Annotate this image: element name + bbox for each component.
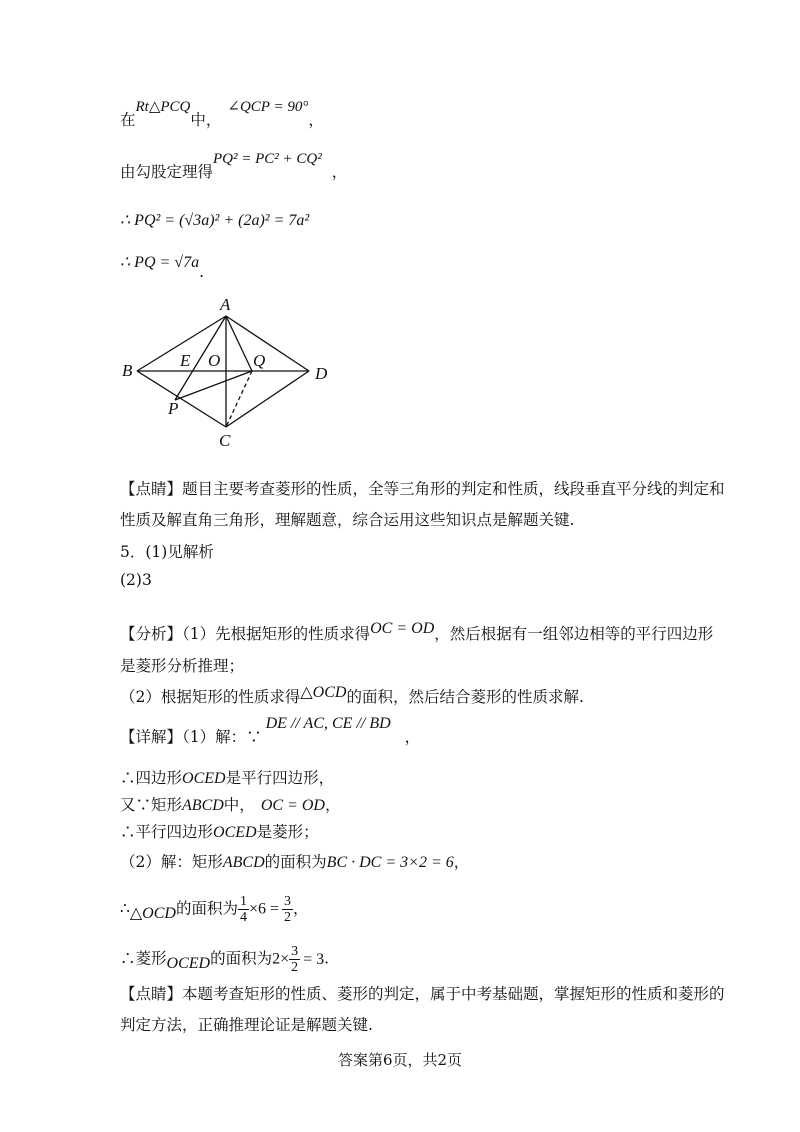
text: .: [324, 949, 330, 968]
text: ，: [404, 728, 421, 746]
math-angle: ∠QCP = 90°: [227, 99, 309, 115]
fenxi-line-3: [120, 684, 584, 708]
text: ∴: [120, 899, 130, 918]
text: 【详解】（1）解：∵: [120, 728, 262, 746]
figure-lines: [137, 316, 309, 427]
text: 的面积为: [175, 899, 238, 918]
text-line-1: [120, 99, 324, 131]
fraction-one-quarter: [238, 894, 249, 925]
math-oced: OCED: [166, 954, 211, 972]
label-q: Q: [253, 351, 266, 370]
text: 中，: [190, 111, 222, 129]
math-triangle-ocd: △OCD: [300, 684, 347, 701]
xiangjie-line-5: [120, 852, 469, 873]
math-rt-triangle: Rt△PCQ: [135, 99, 191, 115]
xiangjie-line-4: [120, 822, 319, 843]
xiangjie-line-6: [120, 894, 309, 925]
math-abcd: ABCD: [182, 797, 224, 814]
math-pq-result: ∴ PQ = √7a: [120, 254, 200, 271]
fenxi-line-1: [120, 620, 714, 645]
label-c: C: [219, 431, 231, 450]
label-a: A: [220, 295, 231, 314]
segment-cb: [137, 371, 226, 427]
math-abcd: ABCD: [222, 854, 265, 871]
math-pythagoras: PQ² = PC² + CQ²: [213, 151, 322, 167]
dianjing-1-line-1: 【点睛】题目主要考查菱形的性质，全等三角形的判定和性质，线段垂直平分线的判定和: [120, 480, 725, 498]
dianjing-1-line-2: 性质及解直角三角形，理解题意，综合运用这些知识点是解题关键.: [120, 511, 575, 529]
page-footer: 答案第6页，共2页: [337, 1051, 463, 1069]
text-line-3: [120, 210, 309, 231]
math-parallel: DE // AC, CE // BD: [265, 715, 391, 732]
label-b: B: [122, 361, 133, 380]
label-p: P: [168, 399, 179, 418]
fraction-three-halves: [289, 944, 300, 975]
text: 是平行四边形，: [225, 769, 335, 787]
denominator: 2: [284, 910, 292, 925]
text: ，: [331, 163, 348, 181]
math-times-six: ×6 =: [248, 900, 280, 918]
q5-part2: (2)3: [120, 571, 152, 589]
label-d: D: [315, 364, 328, 383]
text: 的面积为: [264, 853, 327, 871]
label-e: E: [180, 351, 191, 370]
numerator: 3: [284, 894, 292, 909]
dianjing-2-line-2: 判定方法，正确推理论证是解题关键.: [120, 1016, 373, 1034]
text: 在: [120, 111, 136, 129]
label-o: O: [208, 351, 221, 370]
text: ，: [453, 853, 470, 871]
math-equals-three: = 3: [303, 950, 325, 968]
math-oced: OCED: [213, 824, 257, 841]
segment-pq: [175, 371, 252, 400]
text: ∴菱形: [120, 949, 167, 968]
fenxi-line-2: 是菱形分析推理；: [120, 657, 245, 675]
dianjing-2-line-1: 【点睛】本题考查矩形的性质、菱形的判定，属于中考基础题，掌握矩形的性质和菱形的: [120, 985, 725, 1003]
math-area-rect: BC · DC = 3×2 = 6: [326, 854, 454, 871]
text-line-2: [120, 151, 348, 183]
text: 由勾股定理得: [120, 163, 214, 181]
text: 的面积，然后结合菱形的性质求解.: [346, 688, 584, 706]
text: ，: [293, 899, 309, 918]
text: （2）根据矩形的性质求得: [120, 688, 301, 706]
text: ，: [324, 796, 341, 814]
q5-title: 5．(1)见解析: [120, 543, 214, 561]
text: 是菱形；: [256, 823, 319, 841]
xiangjie-line-1: [120, 715, 421, 748]
text: 又∵矩形: [120, 796, 183, 814]
math-two-times: 2×: [272, 950, 290, 968]
text-line-4: [120, 252, 205, 281]
text: 【分析】（1）先根据矩形的性质求得: [120, 625, 371, 643]
numerator: 3: [291, 944, 299, 959]
text: .: [199, 263, 205, 281]
denominator: 2: [291, 960, 299, 975]
fraction-three-halves: [282, 894, 293, 925]
text: （2）解：矩形: [120, 853, 223, 871]
math-oc-od: OC = OD: [260, 797, 325, 814]
xiangjie-line-7: [120, 944, 329, 975]
text: 中，: [223, 796, 255, 814]
text: ，: [308, 111, 324, 129]
xiangjie-line-3: [120, 795, 340, 816]
text: ，然后根据有一组邻边相等的平行四边形: [434, 625, 714, 643]
math-pq-squared: ∴ PQ² = (√3a)² + (2a)² = 7a²: [120, 212, 310, 229]
text: ∴四边形: [120, 769, 183, 787]
xiangjie-line-2: [120, 768, 334, 789]
math-triangle-ocd: △OCD: [129, 904, 176, 922]
denominator: 4: [239, 910, 247, 925]
numerator: 1: [239, 894, 247, 909]
geometry-figure: [0, 290, 800, 460]
math-oc-od: OC = OD: [370, 620, 435, 637]
math-oced: OCED: [182, 770, 226, 787]
text: ∴平行四边形: [120, 823, 214, 841]
text: 的面积为: [210, 949, 273, 968]
